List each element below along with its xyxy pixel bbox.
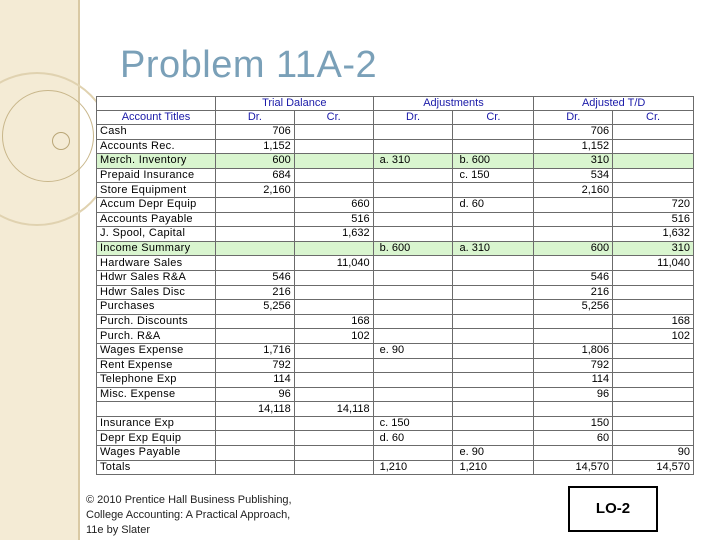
tb-dr-header: Dr. <box>215 111 294 125</box>
adj-debit-cell <box>373 125 453 140</box>
adj-debit-cell <box>373 314 453 329</box>
account-name-cell: Purch. Discounts <box>97 314 216 329</box>
trial-balance-header: Trial Dalance <box>215 97 373 111</box>
atb-dr-header: Dr. <box>534 111 613 125</box>
tb-debit-cell <box>215 314 294 329</box>
adj-credit-cell: c. 150 <box>453 168 534 183</box>
adj-credit-cell: b. 600 <box>453 154 534 169</box>
tb-credit-cell: 516 <box>294 212 373 227</box>
blank-header-cell <box>97 97 216 111</box>
account-name-cell: Accum Depr Equip <box>97 197 216 212</box>
adj-debit-cell <box>373 212 453 227</box>
slide-title: Problem 11A-2 <box>120 44 378 86</box>
adj-debit-cell <box>373 139 453 154</box>
adj-cr-header: Cr. <box>453 111 534 125</box>
copyright-footer: © 2010 Prentice Hall Business Publishing, College Accounting: A Practical Approach, 11e by Slater <box>86 494 292 536</box>
tb-debit-cell <box>215 256 294 271</box>
atb-credit-cell <box>613 183 694 198</box>
tb-debit-cell: 2,160 <box>215 183 294 198</box>
adj-debit-cell: e. 90 <box>373 343 453 358</box>
atb-debit-cell <box>534 256 613 271</box>
tb-credit-cell: 168 <box>294 314 373 329</box>
account-name-cell: Accounts Payable <box>97 212 216 227</box>
account-name-cell: J. Spool, Capital <box>97 227 216 242</box>
atb-credit-cell: 11,040 <box>613 256 694 271</box>
atb-debit-cell: 216 <box>534 285 613 300</box>
table-row <box>97 358 694 373</box>
atb-debit-cell <box>534 446 613 461</box>
tb-debit-cell: 114 <box>215 373 294 388</box>
atb-cr-header: Cr. <box>613 111 694 125</box>
adj-credit-cell <box>453 329 534 344</box>
tb-debit-cell <box>215 212 294 227</box>
atb-debit-cell: 96 <box>534 387 613 402</box>
adj-credit-cell <box>453 183 534 198</box>
atb-debit-cell <box>534 329 613 344</box>
adj-debit-cell <box>373 300 453 315</box>
account-name-cell: Prepaid Insurance <box>97 168 216 183</box>
table-row <box>97 387 694 402</box>
atb-credit-cell <box>613 168 694 183</box>
atb-debit-cell: 706 <box>534 125 613 140</box>
tb-credit-cell: 11,040 <box>294 256 373 271</box>
adj-credit-cell <box>453 139 534 154</box>
atb-debit-cell: 534 <box>534 168 613 183</box>
adj-debit-cell <box>373 358 453 373</box>
tb-credit-cell <box>294 183 373 198</box>
atb-debit-cell: 14,570 <box>534 460 613 475</box>
atb-credit-cell: 90 <box>613 446 694 461</box>
tb-debit-cell: 14,118 <box>215 402 294 417</box>
adj-debit-cell: 1,210 <box>373 460 453 475</box>
worksheet-table-image <box>96 96 694 492</box>
adj-credit-cell <box>453 300 534 315</box>
account-name-cell: Accounts Rec. <box>97 139 216 154</box>
tb-credit-cell: 102 <box>294 329 373 344</box>
adj-credit-cell: e. 90 <box>453 446 534 461</box>
column-header-row <box>97 111 694 125</box>
decorative-ring-small <box>52 132 70 150</box>
atb-debit-cell: 5,256 <box>534 300 613 315</box>
atb-credit-cell <box>613 402 694 417</box>
account-titles-header: Account Titles <box>97 111 216 125</box>
atb-debit-cell: 60 <box>534 431 613 446</box>
tb-credit-cell <box>294 446 373 461</box>
group-header-row <box>97 97 694 111</box>
account-name-cell: Rent Expense <box>97 358 216 373</box>
adj-credit-cell: a. 310 <box>453 241 534 256</box>
tb-debit-cell <box>215 431 294 446</box>
tb-debit-cell: 706 <box>215 125 294 140</box>
tb-credit-cell <box>294 416 373 431</box>
atb-debit-cell: 114 <box>534 373 613 388</box>
adj-credit-cell <box>453 285 534 300</box>
decorative-ring-medium <box>2 90 94 182</box>
adj-debit-cell <box>373 183 453 198</box>
account-name-cell: Merch. Inventory <box>97 154 216 169</box>
account-name-cell <box>97 402 216 417</box>
account-name-cell: Hdwr Sales R&A <box>97 270 216 285</box>
tb-credit-cell <box>294 154 373 169</box>
adj-debit-cell <box>373 227 453 242</box>
tb-credit-cell: 660 <box>294 197 373 212</box>
tb-credit-cell <box>294 241 373 256</box>
atb-credit-cell <box>613 125 694 140</box>
atb-credit-cell <box>613 373 694 388</box>
table-row <box>97 416 694 431</box>
atb-debit-cell <box>534 402 613 417</box>
atb-debit-cell: 2,160 <box>534 183 613 198</box>
table-row <box>97 402 694 417</box>
atb-credit-cell <box>613 358 694 373</box>
atb-credit-cell <box>613 139 694 154</box>
account-name-cell: Wages Expense <box>97 343 216 358</box>
tb-credit-cell <box>294 285 373 300</box>
atb-debit-cell <box>534 314 613 329</box>
adj-credit-cell <box>453 402 534 417</box>
account-name-cell: Wages Payable <box>97 446 216 461</box>
account-name-cell: Hardware Sales <box>97 256 216 271</box>
adj-debit-cell <box>373 446 453 461</box>
table-row <box>97 373 694 388</box>
atb-credit-cell <box>613 154 694 169</box>
tb-credit-cell <box>294 125 373 140</box>
tb-debit-cell <box>215 460 294 475</box>
atb-credit-cell: 168 <box>613 314 694 329</box>
adj-dr-header: Dr. <box>373 111 453 125</box>
tb-debit-cell: 1,152 <box>215 139 294 154</box>
atb-credit-cell: 102 <box>613 329 694 344</box>
adj-credit-cell <box>453 314 534 329</box>
adj-credit-cell <box>453 387 534 402</box>
table-row <box>97 446 694 461</box>
account-name-cell: Purchases <box>97 300 216 315</box>
table-row <box>97 270 694 285</box>
table-row <box>97 300 694 315</box>
atb-credit-cell <box>613 387 694 402</box>
adj-debit-cell: a. 310 <box>373 154 453 169</box>
atb-credit-cell: 516 <box>613 212 694 227</box>
atb-debit-cell: 150 <box>534 416 613 431</box>
tb-debit-cell: 216 <box>215 285 294 300</box>
adj-debit-cell <box>373 329 453 344</box>
atb-debit-cell: 310 <box>534 154 613 169</box>
account-name-cell: Purch. R&A <box>97 329 216 344</box>
adj-credit-cell: 1,210 <box>453 460 534 475</box>
atb-debit-cell: 546 <box>534 270 613 285</box>
tb-credit-cell <box>294 270 373 285</box>
account-name-cell: Telephone Exp <box>97 373 216 388</box>
account-name-cell: Insurance Exp <box>97 416 216 431</box>
adj-debit-cell <box>373 387 453 402</box>
tb-debit-cell: 96 <box>215 387 294 402</box>
tb-debit-cell <box>215 416 294 431</box>
atb-debit-cell <box>534 227 613 242</box>
table-row <box>97 460 694 475</box>
tb-credit-cell <box>294 387 373 402</box>
account-name-cell: Misc. Expense <box>97 387 216 402</box>
adj-credit-cell <box>453 343 534 358</box>
atb-credit-cell <box>613 343 694 358</box>
tb-credit-cell <box>294 300 373 315</box>
adjustments-header: Adjustments <box>373 97 534 111</box>
table-row <box>97 139 694 154</box>
tb-credit-cell <box>294 460 373 475</box>
table-row <box>97 241 694 256</box>
tb-debit-cell: 684 <box>215 168 294 183</box>
tb-debit-cell: 546 <box>215 270 294 285</box>
account-name-cell: Store Equipment <box>97 183 216 198</box>
adj-credit-cell: d. 60 <box>453 197 534 212</box>
tb-debit-cell: 600 <box>215 154 294 169</box>
tb-credit-cell: 1,632 <box>294 227 373 242</box>
atb-debit-cell <box>534 197 613 212</box>
atb-debit-cell: 600 <box>534 241 613 256</box>
table-row <box>97 183 694 198</box>
tb-credit-cell: 14,118 <box>294 402 373 417</box>
adj-credit-cell <box>453 212 534 227</box>
table-row <box>97 168 694 183</box>
adj-debit-cell <box>373 285 453 300</box>
table-row <box>97 125 694 140</box>
atb-credit-cell: 720 <box>613 197 694 212</box>
table-row <box>97 431 694 446</box>
adj-credit-cell <box>453 270 534 285</box>
account-name-cell: Depr Exp Equip <box>97 431 216 446</box>
account-name-cell: Totals <box>97 460 216 475</box>
table-row <box>97 314 694 329</box>
table-row <box>97 212 694 227</box>
adj-debit-cell <box>373 373 453 388</box>
adj-debit-cell: c. 150 <box>373 416 453 431</box>
adj-debit-cell <box>373 402 453 417</box>
tb-debit-cell <box>215 329 294 344</box>
adj-debit-cell <box>373 256 453 271</box>
atb-credit-cell <box>613 300 694 315</box>
atb-credit-cell <box>613 285 694 300</box>
adj-credit-cell <box>453 358 534 373</box>
tb-debit-cell: 5,256 <box>215 300 294 315</box>
adj-credit-cell <box>453 227 534 242</box>
atb-credit-cell <box>613 416 694 431</box>
table-row <box>97 227 694 242</box>
adj-debit-cell: d. 60 <box>373 431 453 446</box>
adj-credit-cell <box>453 125 534 140</box>
adj-debit-cell <box>373 197 453 212</box>
account-name-cell: Income Summary <box>97 241 216 256</box>
adj-debit-cell <box>373 168 453 183</box>
table-row <box>97 197 694 212</box>
atb-debit-cell <box>534 212 613 227</box>
tb-debit-cell: 1,716 <box>215 343 294 358</box>
tb-credit-cell <box>294 358 373 373</box>
atb-debit-cell: 1,152 <box>534 139 613 154</box>
adj-credit-cell <box>453 256 534 271</box>
account-name-cell: Hdwr Sales Disc <box>97 285 216 300</box>
atb-credit-cell: 14,570 <box>613 460 694 475</box>
adj-debit-cell <box>373 270 453 285</box>
adj-credit-cell <box>453 416 534 431</box>
table-row <box>97 343 694 358</box>
atb-credit-cell: 1,632 <box>613 227 694 242</box>
atb-credit-cell <box>613 270 694 285</box>
adj-debit-cell: b. 600 <box>373 241 453 256</box>
tb-credit-cell <box>294 168 373 183</box>
learning-objective-badge: LO-2 <box>568 486 658 532</box>
tb-debit-cell <box>215 197 294 212</box>
tb-cr-header: Cr. <box>294 111 373 125</box>
table-row <box>97 154 694 169</box>
adjusted-tb-header: Adjusted T/D <box>534 97 694 111</box>
tb-debit-cell <box>215 446 294 461</box>
table-row <box>97 285 694 300</box>
tb-credit-cell <box>294 431 373 446</box>
tb-debit-cell <box>215 227 294 242</box>
trial-balance-worksheet <box>96 96 694 475</box>
adj-credit-cell <box>453 373 534 388</box>
table-row <box>97 256 694 271</box>
tb-credit-cell <box>294 343 373 358</box>
atb-credit-cell: 310 <box>613 241 694 256</box>
tb-debit-cell <box>215 241 294 256</box>
tb-credit-cell <box>294 139 373 154</box>
adj-credit-cell <box>453 431 534 446</box>
tb-credit-cell <box>294 373 373 388</box>
atb-debit-cell: 792 <box>534 358 613 373</box>
atb-credit-cell <box>613 431 694 446</box>
account-name-cell: Cash <box>97 125 216 140</box>
tb-debit-cell: 792 <box>215 358 294 373</box>
left-decorative-band <box>0 0 80 540</box>
table-row <box>97 329 694 344</box>
atb-debit-cell: 1,806 <box>534 343 613 358</box>
